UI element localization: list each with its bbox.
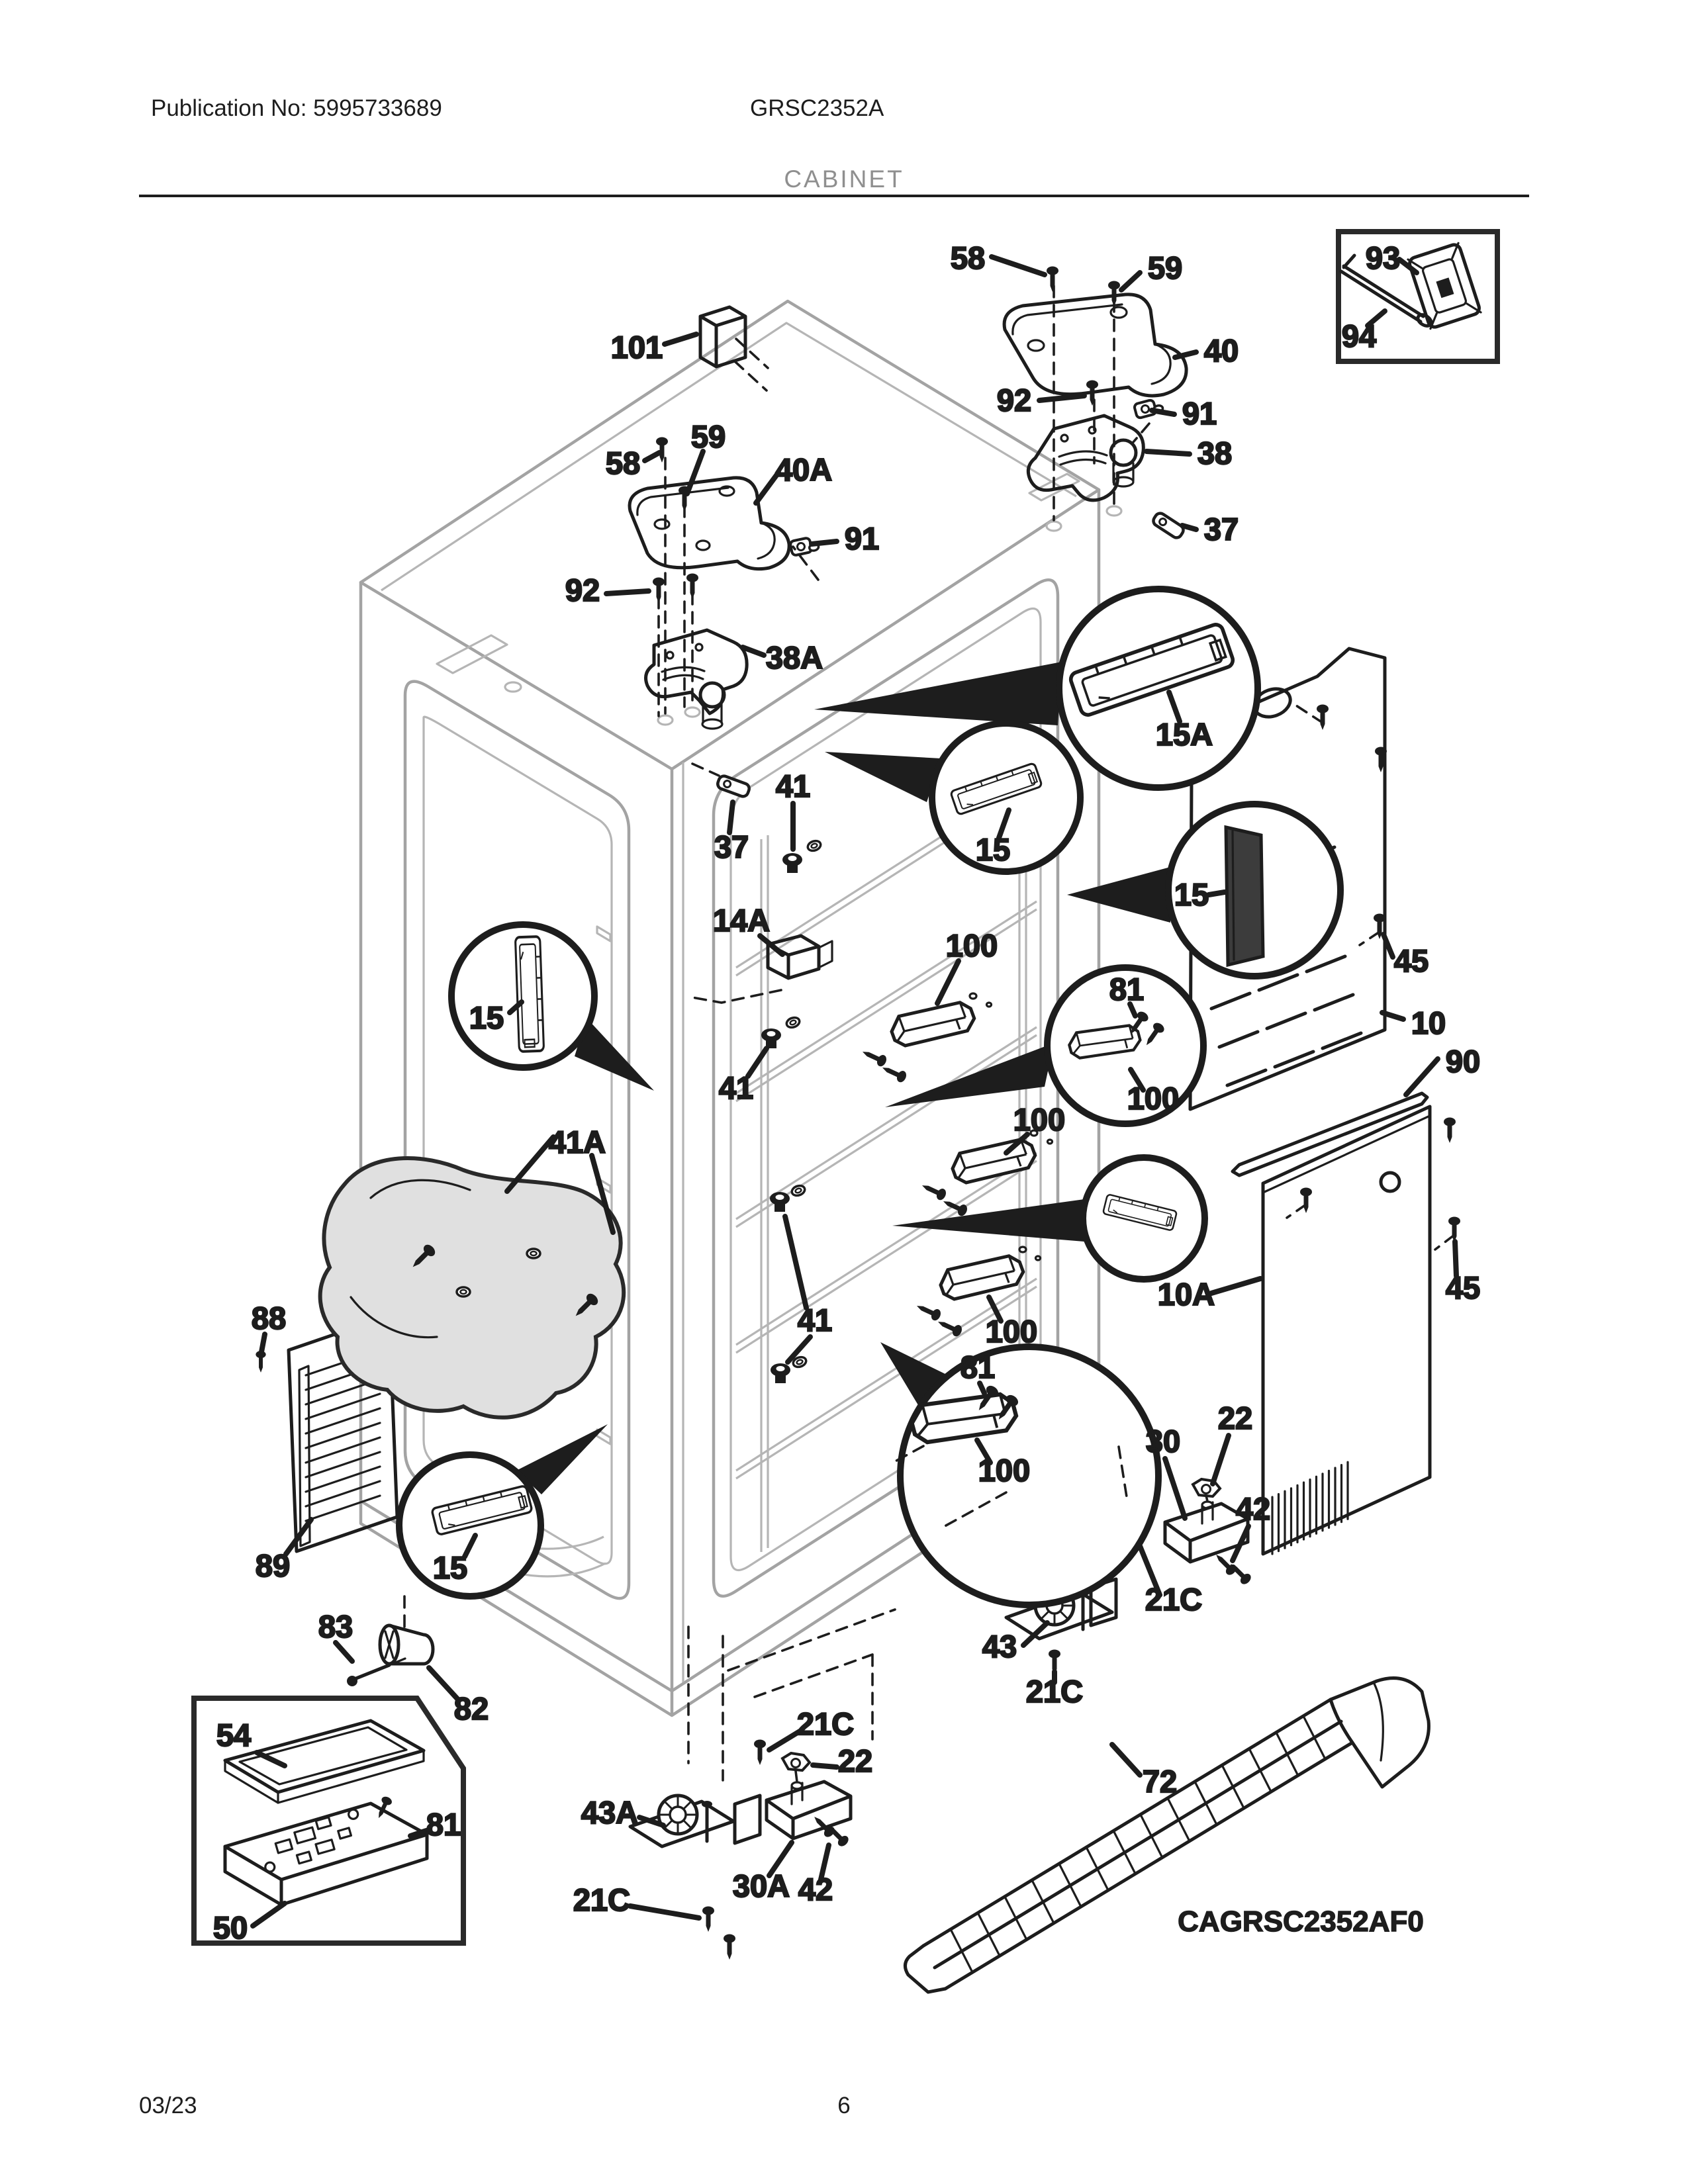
leader-line-10a [1211, 1279, 1260, 1293]
part-callout-37: 37 [714, 829, 749, 864]
part-callout-41: 41 [718, 1070, 754, 1105]
part-callout-38: 38 [1197, 435, 1233, 471]
part-callout-45: 45 [1393, 943, 1429, 978]
leader-line-100 [937, 961, 959, 1003]
part-callout-54: 54 [216, 1717, 252, 1752]
part-callout-42: 42 [798, 1872, 833, 1907]
revision-date: 03/23 [139, 2093, 197, 2118]
leader-line-101 [665, 334, 696, 344]
part-callout-15: 15 [432, 1550, 468, 1585]
leader-line-30 [1165, 1459, 1185, 1518]
part-callout-38a: 38A [765, 640, 823, 675]
leader-line-14a [760, 936, 782, 954]
part-callout-100: 100 [985, 1314, 1038, 1349]
part-callout-15: 15 [975, 832, 1011, 867]
leader-line-43 [1023, 1623, 1047, 1645]
leader-line-90 [1406, 1059, 1438, 1095]
part-callout-42: 42 [1235, 1491, 1271, 1526]
part-callout-92: 92 [565, 572, 600, 608]
part-callout-45: 45 [1445, 1270, 1481, 1305]
publication-number: Publication No: 5995733689 [151, 95, 442, 121]
part-callout-21c: 21C [796, 1706, 855, 1741]
part-callout-14a: 14A [712, 903, 771, 938]
inset-boxes [194, 232, 1497, 1943]
leader-line-72 [1112, 1745, 1140, 1775]
leader-line-58 [992, 257, 1045, 275]
part-callout-58: 58 [605, 445, 641, 480]
part-callout-81: 81 [1109, 972, 1145, 1007]
leader-line-59 [1121, 273, 1140, 290]
part-callout-10a: 10A [1157, 1277, 1215, 1312]
part-callout-90: 90 [1445, 1044, 1481, 1079]
part-callout-15: 15 [469, 1000, 504, 1035]
section-title: CABINET [784, 165, 904, 193]
part-callout-59: 59 [1147, 250, 1183, 285]
callout-layer [213, 240, 1480, 1945]
part-callout-93: 93 [1365, 240, 1401, 275]
part-callout-43a: 43A [581, 1795, 639, 1830]
leader-line-93 [1399, 259, 1417, 273]
part-callout-22: 22 [837, 1743, 873, 1778]
part-callout-58: 58 [950, 240, 986, 275]
leader-line-41 [785, 1216, 806, 1308]
part-callout-81: 81 [426, 1807, 461, 1842]
part-callout-30a: 30A [732, 1868, 790, 1903]
part-callout-83: 83 [318, 1609, 353, 1644]
part-callout-82: 82 [453, 1691, 489, 1726]
part-callout-59: 59 [690, 419, 726, 454]
part-callout-15: 15 [1174, 877, 1209, 912]
part-callout-92: 92 [996, 383, 1032, 418]
part-callout-40: 40 [1203, 333, 1239, 368]
leader-line-38 [1147, 451, 1190, 454]
model-number: GRSC2352A [750, 95, 884, 121]
part-callout-100: 100 [945, 928, 998, 963]
part-callout-91: 91 [1182, 396, 1217, 431]
part-callout-88: 88 [251, 1300, 287, 1336]
leader-line-21c [630, 1906, 699, 1918]
part-callout-81: 81 [960, 1349, 996, 1385]
part-callout-21c: 21C [1145, 1582, 1203, 1617]
part-callout-50: 50 [212, 1910, 248, 1945]
part-callout-43: 43 [982, 1629, 1017, 1664]
part-callout-30: 30 [1145, 1424, 1181, 1459]
leader-line-58 [645, 453, 659, 461]
inset-93-94-parts [1341, 243, 1481, 328]
part-callout-22: 22 [1217, 1400, 1253, 1435]
leader-line-15 [1209, 892, 1225, 895]
part-callout-89: 89 [255, 1548, 291, 1583]
part-callout-10: 10 [1411, 1005, 1446, 1040]
part-callout-100: 100 [1013, 1102, 1066, 1137]
part-callout-101: 101 [610, 330, 663, 365]
inset-50-54-parts [225, 1721, 427, 1905]
part-callout-40a: 40A [774, 452, 833, 487]
leader-line-91 [812, 541, 837, 544]
leader-line-22 [813, 1765, 837, 1767]
leader-line-83 [336, 1643, 352, 1661]
part-callout-72: 72 [1142, 1764, 1178, 1799]
part-callout-100: 100 [978, 1453, 1031, 1488]
part-callout-41: 41 [797, 1302, 833, 1338]
leader-line-21c [769, 1731, 800, 1750]
part-callout-94: 94 [1341, 318, 1377, 353]
leader-line-50 [253, 1903, 285, 1926]
drawing-code: CAGRSC2352AF0 [1178, 1905, 1424, 1938]
part-callout-21c: 21C [573, 1882, 631, 1917]
page-number: 6 [837, 2093, 851, 2118]
part-callout-41a: 41A [548, 1124, 606, 1160]
leader-line-92 [1039, 396, 1084, 400]
part-callout-37: 37 [1203, 512, 1239, 547]
part-callout-91: 91 [844, 521, 880, 556]
leader-line-59 [687, 451, 703, 494]
leader-line-22 [1213, 1435, 1229, 1484]
part-callout-41: 41 [775, 768, 811, 803]
leader-line-92 [606, 591, 649, 594]
leader-line-37 [729, 802, 733, 833]
part-callout-15a: 15A [1155, 717, 1213, 752]
part-callout-21c: 21C [1025, 1674, 1084, 1709]
part-callout-100: 100 [1127, 1081, 1180, 1116]
